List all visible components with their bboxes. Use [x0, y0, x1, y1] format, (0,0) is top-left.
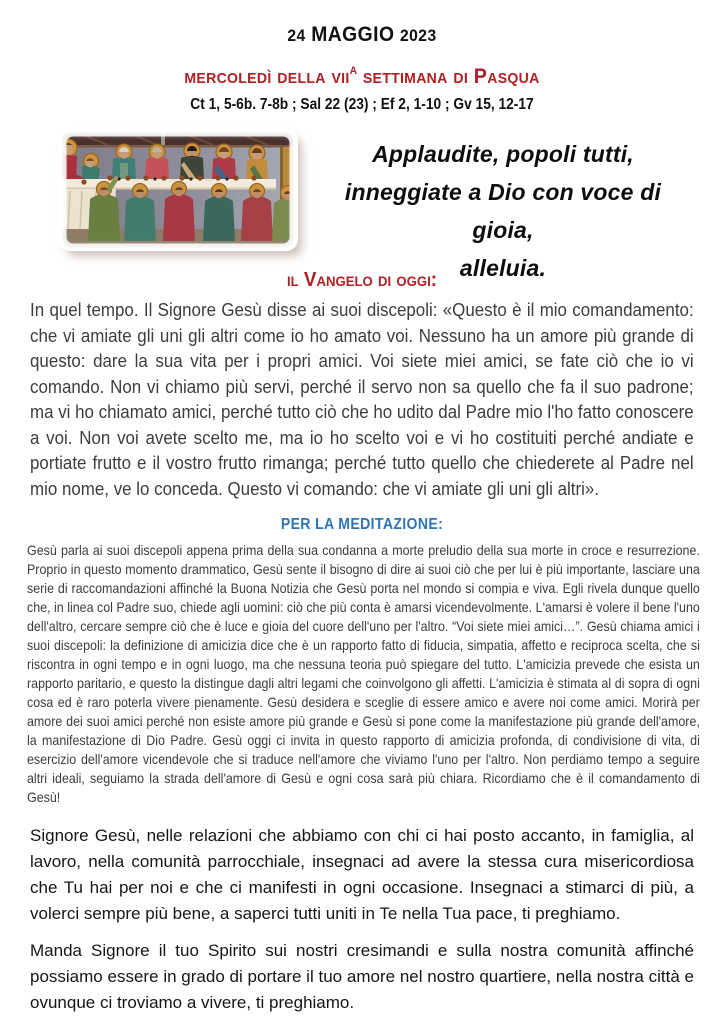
- prayer-paragraph: Signore Gesù, nelle relazioni che abbiamo con chi ci hai posto accanto, in famiglia, al lavoro, nella comunità parrocchiale, insegnaci ad avere la stessa cura misericordiosa che Tu hai per noi e che ci manifesti in ogni occasione. Insegnaci a stimarci di più, a volerci sempre più bene, a saperci tutti uniti in Te nella Tua pace, ti preghiamo.: [30, 826, 694, 923]
- antiphon-line: Applaudite, popoli tutti,: [372, 141, 634, 167]
- last-supper-image: [58, 129, 298, 251]
- meditation-section-heading: PER LA MEDITAZIONE:: [280, 516, 444, 533]
- meditation-text: Gesù parla ai suoi discepoli appena prima della sua condanna a morte preludio della sua morte in croce e resurrezione. Proprio in questo momento drammatico, Gesù sente il bisogno di dire ai suoi ciò che per lui è più importante, lasciare una serie di raccomandazioni affinché la Buona Notizia che Gesù porta nel mondo si compia e viva. Egli rivela dunque quello che, in linea col Padre suo, chiede agli uomini: ciò che più conta è amarsi vicendevolmente. L'amarsi è volere il bene l'uno dell'altro, cercare sempre ciò che è luce e gioia del cuore dell'uno per l'altro. “Voi siete miei amici…”. Gesù chiama amici i suoi discepoli: la definizione di amicizia dice che è un rapporto fatto di fiducia, simpatia, affetto e reciproca scelta, che si riscontra in ogni tempo e in ogni luogo, ma che nessuna teoria può spiegare del tutto. L'amicizia prevede che esista un rapporto paritario, e questo la distingue dagli altri legami che coinvolgono gli affetti. L'amicizia è stimata al di sopra di ogni cosa ed è raro poterla vivere pienamente. Gesù desidera e sceglie di essere amico e avere noi come amici. Morirà per amore dei suoi amici perché non esiste amore più grande e Gesù si pone come la manifestazione più grande dell'amore, la manifestazione di Dio Padre. Gesù oggi ci invita in questo rapporto di amicizia profonda, di condivisione di vita, di esercizio dell'amore vicendevole che si traduce nell'amore che viviamo l'uno per l'altro. Non perdiamo tempo a seguire altri ideali, seguiamo la strada dell'amore di Gesù e ogni cosa sarà più chiara. Ricordiamo che è il comandamento di Gesù!: [27, 542, 700, 805]
- gospel-section-heading: il Vangelo di oggi:: [287, 269, 437, 291]
- feast-title-post: settimana di Pasqua: [357, 65, 540, 88]
- readings-references: Ct 1, 5-6b. 7-8b ; Sal 22 (23) ; Ef 2, 1-10 ; Gv 15, 12-17: [190, 96, 534, 113]
- date-line: [57, 24, 668, 48]
- feast-title: [50, 59, 674, 89]
- feast-title-pre: mercoledì della vii: [184, 65, 350, 88]
- gospel-text: In quel tempo. Il Signore Gesù disse ai suoi discepoli: «Questo è il mio comandamento: che vi amiate gli uni gli altri come io ho amato voi. Nessuno ha un amore più grande di questo: dare la sua vita per i propri amici. Voi siete miei amici, se fate ciò che io vi comando. Non vi chiamo più servi, perché il servo non sa quello che fa il suo padrone; ma vi ho chiamato amici, perché tutto ciò che ho udito dal Padre mio l'ho fatto conoscere a voi. Non voi avete scelto me, ma io ho scelto voi e vi ho costituiti perché andiate e portiate frutto e il vostro frutto rimanga; perché tutto quello che chiederete al Padre nel mio nome, ve lo conceda. Questo vi comando: che vi amiate gli uni gli altri».: [30, 300, 694, 499]
- date-year: 2023: [399, 26, 437, 45]
- date-month: MAGGIO: [311, 23, 395, 46]
- last-supper-illustration: [58, 129, 298, 251]
- feast-title-superscript: A: [349, 65, 358, 77]
- antiphon-line: inneggiate a Dio con voce di gioia,: [344, 179, 662, 243]
- prayer-paragraph: Manda Signore il tuo Spirito sui nostri cresimandi e sulla nostra comunità affinché possiamo essere in grado di portare il tuo amore nel nostro quartiere, nella nostra città e ovunque ci troviamo a vivere, ti preghiamo.: [30, 941, 694, 1012]
- entrance-antiphon: [298, 129, 694, 287]
- antiphon-line: alleluia.: [459, 255, 547, 281]
- date-day: 24: [287, 26, 306, 45]
